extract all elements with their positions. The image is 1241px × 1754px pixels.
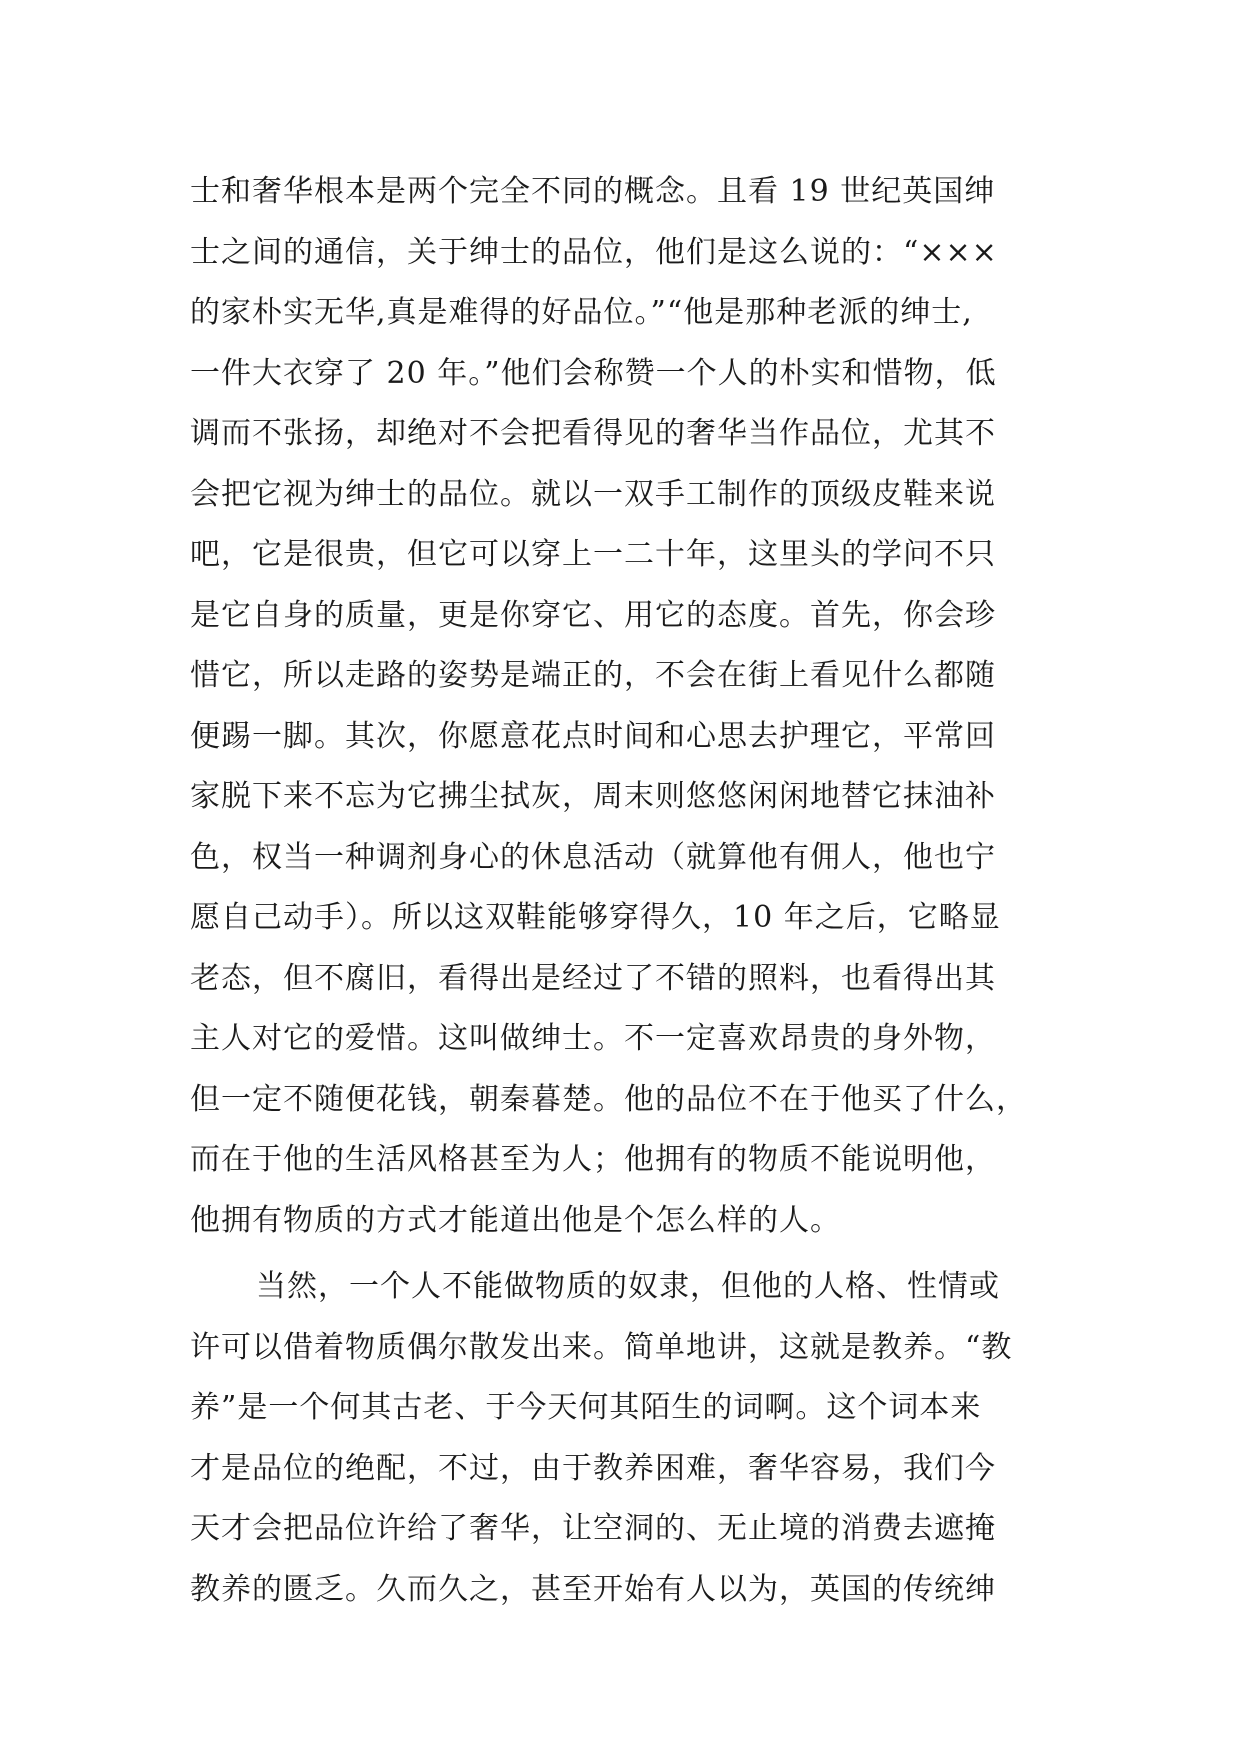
paragraph-1 <box>190 162 1090 1251</box>
body-text <box>190 162 1090 1620</box>
text-line: 调而不张扬，却绝对不会把看得见的奢华当作品位，尤其不 <box>190 416 996 451</box>
text-line: 便踢一脚。其次，你愿意花点时间和心思去护理它，平常回 <box>190 718 996 754</box>
text-line-indented: 当然，一个人不能做物质的奴隶，但他的人格、性情或 <box>256 1269 1000 1304</box>
text-line: 但一定不随便花钱，朝秦暮楚。他的品位不在于他买了什么， <box>190 1081 1027 1117</box>
text-line: 的家朴实无华,真是难得的好品位。”“他是那种老派的绅士, <box>190 295 973 330</box>
text-line: 一件大衣穿了 20 年。”他们会称赞一个人的朴实和惜物，低 <box>190 355 997 391</box>
text-line: 才是品位的绝配，不过，由于教养困难，奢华容易，我们今 <box>190 1450 996 1486</box>
text-line: 士之间的通信，关于绅士的品位，他们是这么说的：“××× <box>190 234 998 270</box>
text-line: 惜它，所以走路的姿势是端正的，不会在街上看见什么都随 <box>190 658 996 693</box>
text-line: 士和奢华根本是两个完全不同的概念。且看 19 世纪英国绅 <box>190 174 996 209</box>
text-line: 而在于他的生活风格甚至为人；他拥有的物质不能说明他， <box>190 1142 996 1177</box>
paragraph-2 <box>190 1257 1090 1620</box>
text-line: 色，权当一种调剂身心的休息活动（就算他有佣人，他也宁 <box>190 839 996 875</box>
text-line: 愿自己动手）。所以这双鞋能够穿得久，10 年之后，它略显 <box>190 900 1001 935</box>
text-line: 养”是一个何其古老、于今天何其陌生的词啊。这个词本来 <box>190 1390 982 1425</box>
text-line: 老态，但不腐旧，看得出是经过了不错的照料，也看得出其 <box>190 960 996 996</box>
text-line: 许可以借着物质偶尔散发出来。简单地讲，这就是教养。“教 <box>190 1329 1013 1365</box>
text-line: 天才会把品位许给了奢华，让空洞的、无止境的消费去遮掩 <box>190 1511 996 1546</box>
text-line: 是它自身的质量，更是你穿它、用它的态度。首先，你会珍 <box>190 597 996 633</box>
text-line: 主人对它的爱惜。这叫做绅士。不一定喜欢昂贵的身外物， <box>190 1021 996 1056</box>
text-line: 他拥有物质的方式才能道出他是个怎么样的人。 <box>190 1202 841 1238</box>
text-line: 家脱下来不忘为它拂尘拭灰，周末则悠悠闲闲地替它抹油补 <box>190 779 996 814</box>
text-line: 会把它视为绅士的品位。就以一双手工制作的顶级皮鞋来说 <box>190 476 996 512</box>
text-line: 吧，它是很贵，但它可以穿上一二十年，这里头的学问不只 <box>190 537 996 572</box>
text-line: 教养的匮乏。久而久之，甚至开始有人以为，英国的传统绅 <box>190 1571 996 1607</box>
